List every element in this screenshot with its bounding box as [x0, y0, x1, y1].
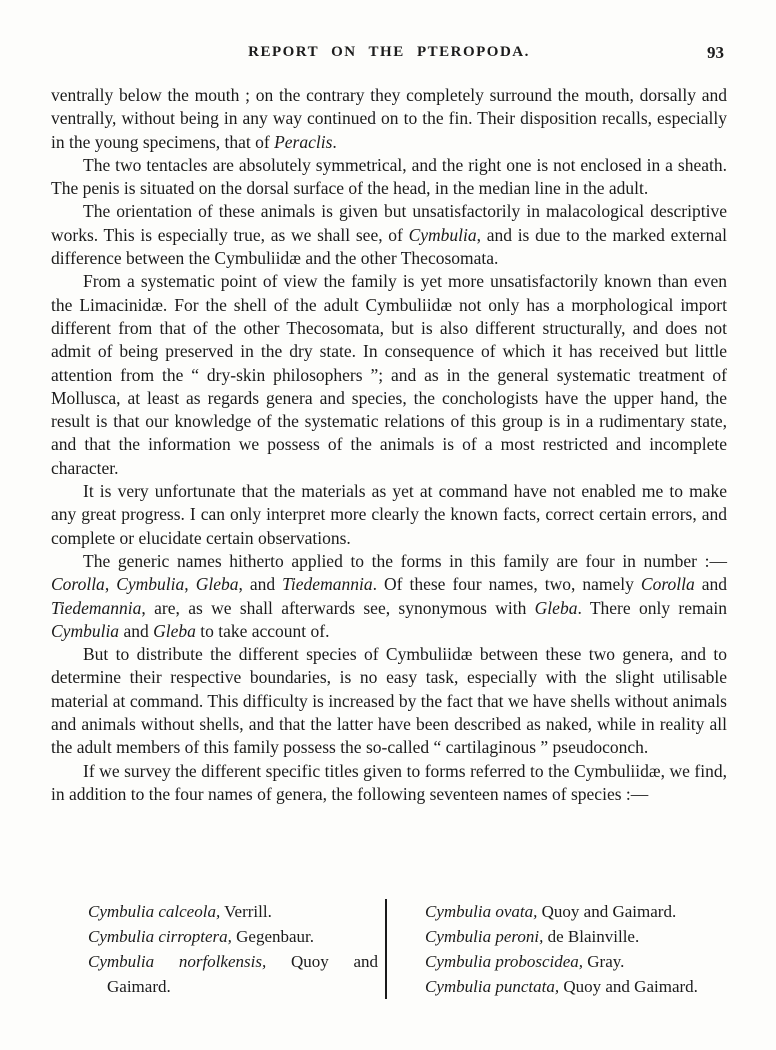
paragraph [51, 270, 727, 480]
plain-text: . [332, 131, 337, 152]
paragraph [51, 760, 727, 807]
italic-text: Cymbulia norfolkensis, [88, 952, 267, 971]
plain-text: Verrill. [220, 902, 272, 921]
species-left-column [88, 899, 378, 999]
plain-text: The orientation of these animals is given but unsatisfactorily in malacological descriptive works. This is especially true, as we shall see, of [51, 201, 727, 245]
plain-text: Quoy and Gaimard. [537, 902, 677, 921]
species-column-divider [385, 899, 387, 999]
plain-text: From a systematic point of view the family is yet more unsatisfactorily known than even the Limacinidæ. For the shell of the adult Cymbuliidæ not only has a morphological import different from that of the other Thecosomata, but is also different structurally, and does not admit of being preserved in the dry state. In consequence of which it has received but little attention from the “ dry-skin philosophers ”; and as in the general systematic treatment of Mollusca, at least as regards genera and species, the conchologists have the upper hand, the result is that our knowledge of the systematic relations of this group is in a rudimentary state, and that the information we possess of the animals is of a most restricted and incomplete character. [51, 271, 727, 478]
plain-text: , [184, 574, 196, 595]
species-item [425, 949, 727, 974]
plain-text: and [119, 620, 154, 641]
paragraph [51, 154, 727, 201]
italic-text: Cymbulia ovata, [425, 902, 538, 921]
plain-text: , are, as we shall afterwards see, synonymous with [141, 597, 535, 618]
plain-text: , and [238, 574, 283, 595]
plain-text: Gegenbaur. [231, 927, 315, 946]
species-right-column [425, 899, 727, 999]
italic-text: Gleba [534, 597, 578, 618]
italic-text: Corolla [640, 574, 695, 595]
italic-text: Gleba [153, 620, 196, 641]
page-number: 93 [707, 43, 724, 62]
species-item [88, 924, 378, 949]
italic-text: Cymbulia calceola, [88, 902, 221, 921]
plain-text: ventrally below the mouth ; on the contrary they completely surround the mouth, dorsally and ventrally, without being in any way continued on to the fin. Their disposition recalls, especially in the young specimens, that of [51, 85, 727, 152]
plain-text: , and is due to the marked external difference between the Cymbuliidæ and the other Thecosomata. [51, 224, 727, 269]
plain-text: But to distribute the different species of Cymbuliidæ between these two genera, and to determine their respective boundaries, is no easy task, especially with the slight utilisable material at command. This difficulty is increased by the fact that we have shells without animals and animals without shells, and that the latter have been described as naked, while in reality all the adult members of this family possess the so-called “ cartilaginous ” pseudoconch. [51, 644, 727, 758]
italic-text: Gleba [195, 574, 239, 595]
paragraph [51, 480, 727, 550]
plain-text: to take account of. [195, 620, 330, 641]
species-item [425, 899, 727, 924]
paragraph [51, 643, 727, 759]
italic-text: Cymbulia [51, 620, 120, 641]
plain-text: If we survey the different specific titles given to forms referred to the Cymbuliidæ, we find, in addition to the four names of genera, the following seventeen names of species :— [51, 760, 727, 804]
italic-text: Cymbulia [408, 224, 477, 245]
plain-text: , [104, 574, 117, 595]
plain-text: The generic names hitherto applied to the forms in this family are four in number :— [83, 550, 727, 571]
plain-text: de Blainville. [543, 927, 640, 946]
paragraph [51, 550, 727, 643]
species-item [88, 949, 378, 999]
page-body [51, 84, 727, 806]
italic-text: Cymbulia punctata, [425, 977, 560, 996]
species-item [88, 899, 378, 924]
paragraph [51, 84, 727, 154]
italic-text: Cymbulia cirroptera, [88, 927, 232, 946]
plain-text: The two tentacles are absolutely symmetrical, and the right one is not enclosed in a sheath. The penis is situated on the dorsal surface of the head, in the median line in the adult. [51, 154, 727, 199]
species-item [425, 974, 727, 999]
species-list-section [51, 899, 727, 999]
plain-text: Quoy and Gaimard. [107, 952, 378, 996]
plain-text: Quoy and Gaimard. [559, 977, 698, 996]
italic-text: Cymbulia [116, 574, 185, 595]
plain-text: and [694, 574, 728, 595]
italic-text: Corolla [51, 574, 105, 595]
plain-text: . There only remain [577, 597, 727, 618]
page-header [51, 44, 727, 64]
plain-text: It is very unfortunate that the materials as yet at command have not enabled me to make any great progress. I can only interpret more clearly the known facts, correct certain errors, and complete or elucidate certain observations. [51, 481, 727, 548]
italic-text: Cymbulia peroni, [425, 927, 544, 946]
plain-text: . Of these four names, two, namely [372, 574, 641, 595]
italic-text: Peraclis [274, 131, 333, 152]
italic-text: Cymbulia proboscidea, [425, 952, 584, 971]
running-title: REPORT ON THE PTEROPODA. [248, 44, 530, 60]
plain-text: Gray. [583, 952, 625, 971]
italic-text: Tiedemannia [282, 574, 373, 595]
italic-text: Tiedemannia [51, 597, 142, 618]
species-item [425, 924, 727, 949]
paragraph [51, 200, 727, 270]
